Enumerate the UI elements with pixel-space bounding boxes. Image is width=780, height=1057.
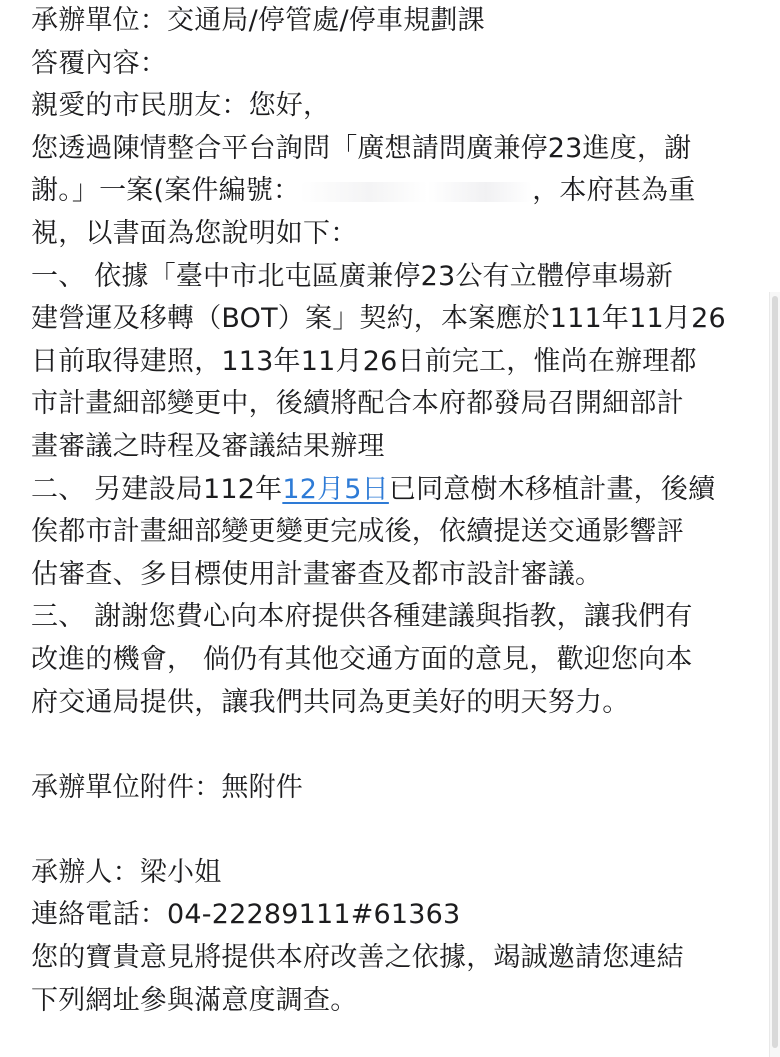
blank-line	[31, 809, 761, 852]
blank-line	[31, 724, 761, 767]
point-1-line-2: 建營運及移轉（BOT）案」契約，本案應於111年11月26	[31, 303, 726, 335]
redacted-case-number	[300, 182, 532, 202]
point-2-line-1	[31, 469, 761, 512]
handler-name: 承辦人：梁小姐	[31, 856, 222, 888]
survey-line-1: 您的寶貴意見將提供本府改善之依據，竭誠邀請您連結	[31, 942, 684, 974]
point-2-line-2: 俟都市計畫細部變更變更完成後，依續提送交通影響評	[31, 516, 684, 548]
point-1-line-5: 畫審議之時程及審議結果辦理	[31, 430, 385, 462]
intro-line-2-start: 謝。」一案(案件編號：	[31, 175, 301, 207]
intro-line-2-end: ，本府甚為重	[532, 175, 696, 207]
reply-content-label: 答覆內容：	[31, 47, 167, 79]
attachment-info: 承辦單位附件：無附件	[31, 771, 303, 803]
intro-line-1: 您透過陳情整合平台詢問「廣想請問廣兼停23進度，謝	[31, 132, 692, 164]
vertical-scrollbar[interactable]	[769, 292, 780, 1057]
contact-phone: 連絡電話：04-22289111#61363	[31, 899, 461, 931]
intro-line-3: 視，以書面為您說明如下：	[31, 217, 358, 249]
survey-line-2: 下列網址參與滿意度調查。	[31, 984, 358, 1016]
point-1-line-1: 一、 依據「臺中市北屯區廣兼停23公有立體停車場新	[31, 260, 673, 292]
reply-content	[31, 0, 761, 1022]
point-3-line-1: 三、 謝謝您費心向本府提供各種建議與指教，讓我們有	[31, 601, 693, 633]
handling-unit: 承辦單位：交通局/停管處/停車規劃課	[31, 5, 485, 36]
point-2-line-1-start: 二、 另建設局112年	[31, 473, 283, 505]
point-1-line-3: 日前取得建照，113年11月26日前完工，惟尚在辦理都	[31, 345, 697, 377]
point-2-line-1-end: 已同意樹木移植計畫，後續	[388, 473, 716, 505]
point-1-line-4: 市計畫細部變更中，後續將配合本府都發局召開細部計	[31, 388, 684, 420]
point-3-line-2: 改進的機會， 倘仍有其他交通方面的意見，歡迎您向本	[31, 643, 693, 675]
point-3-line-3: 府交通局提供，讓我們共同為更美好的明天努力。	[31, 686, 630, 718]
date-link[interactable]: 12月5日	[282, 473, 389, 505]
greeting: 親愛的市民朋友：您好，	[31, 90, 331, 122]
point-2-line-3: 估審查、多目標使用計畫審查及都市設計審議。	[31, 558, 603, 590]
scrollbar-thumb[interactable]	[772, 296, 778, 1048]
intro-line-2	[31, 170, 761, 213]
